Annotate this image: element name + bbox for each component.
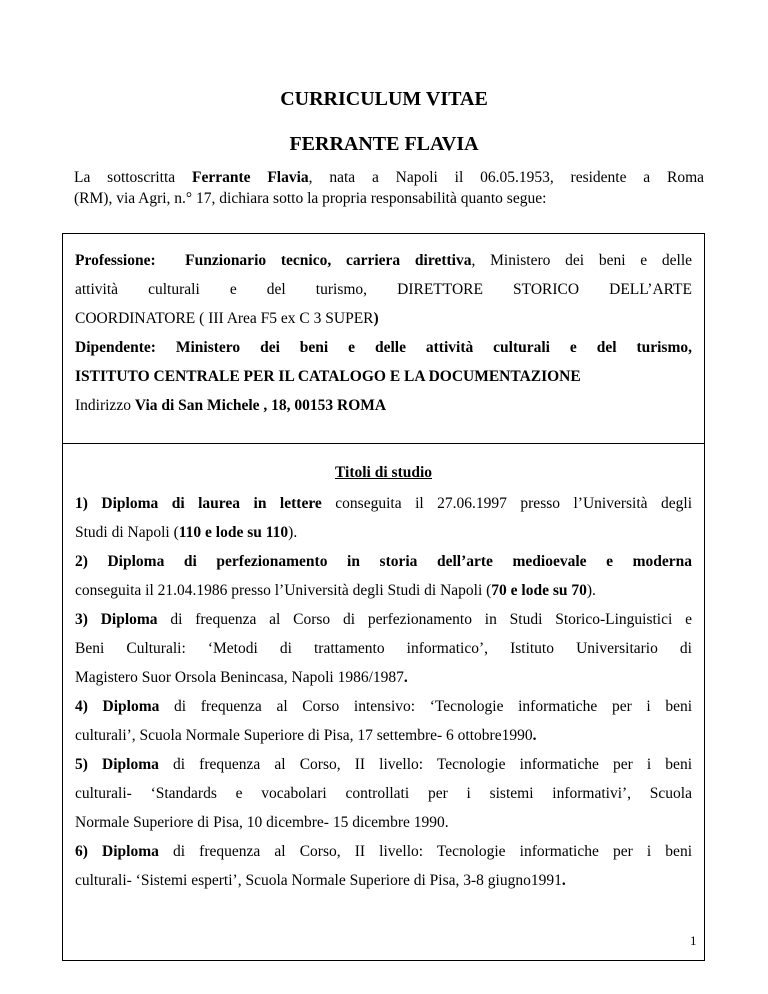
education-item-5-line-1 [75, 750, 692, 779]
education-item-4-lead: 4) Diploma [75, 698, 160, 715]
education-item-2-line-2 [75, 576, 692, 605]
education-item-1-rest: conseguita il 27.06.1997 presso l’Università degli [321, 495, 692, 512]
education-item-1-line-1 [75, 489, 692, 518]
education-item-4-line-1 [75, 692, 692, 721]
education-item-4-rest: di frequenza al Corso intensivo: ‘Tecnologie informatiche per i beni [159, 698, 692, 715]
education-box [62, 443, 705, 961]
page-number: 1 [690, 933, 697, 948]
education-item-6-rest: di frequenza al Corso, II livello: Tecnologie informatiche per i beni [158, 843, 692, 860]
education-item-6-line-1 [75, 837, 692, 866]
profession-role: Funzionario tecnico, carriera direttiva [185, 252, 472, 269]
education-item-2-line-1 [75, 547, 692, 576]
education-item-3-rest: di frequenza al Corso di perfezionamento in Studi Storico-Linguistici e [157, 611, 692, 628]
education-item-4-text: culturali’, Scuola Normale Superiore di Pisa, 17 settembre- 6 ottobre1990 [75, 727, 533, 744]
education-item-5-line-2: culturali- ‘Standards e vocabolari controllati per i sistemi informativi’, Scuola [75, 785, 692, 802]
education-item-1-lead: 1) Diploma di laurea in lettere [75, 495, 322, 512]
education-item-1-end: ). [288, 524, 298, 541]
profession-line-3 [75, 304, 692, 333]
education-item-5-rest: di frequenza al Corso, II livello: Tecnologie informatiche per i beni [158, 756, 692, 773]
education-item-3-line-3 [75, 663, 692, 692]
address-label: Indirizzo [75, 397, 135, 414]
education-item-1-text: Studi di Napoli ( [75, 524, 179, 541]
education-item-5-line-3: Normale Superiore di Pisa, 10 dicembre- 15 dicembre 1990. [75, 814, 449, 831]
education-item-2-lead: 2) Diploma di perfezionamento in storia dell’arte medioevale e moderna [75, 553, 692, 570]
profile-box [62, 233, 705, 444]
education-item-6-text: culturali- ‘Sistemi esperti’, Scuola Normale Superiore di Pisa, 3-8 giugno1991 [75, 872, 562, 889]
person-name: FERRANTE FLAVIA [289, 133, 479, 155]
profession-line-2: attività culturali e del turismo, DIRETTORE STORICO DELL’ARTE [75, 281, 692, 298]
education-item-4-line-2 [75, 721, 692, 750]
education-item-3-text: Magistero Suor Orsola Benincasa, Napoli 1986/1987 [75, 669, 404, 686]
education-item-3-lead: 3) Diploma [75, 611, 158, 628]
education-item-6-lead: 6) Diploma [75, 843, 159, 860]
education-item-3-line-2: Beni Culturali: ‘Metodi di trattamento informatico’, Istituto Universitario di [75, 640, 692, 657]
profession-grade: COORDINATORE ( III Area F5 ex C 3 SUPER [75, 310, 374, 327]
intro-rest: , nata a Napoli il 06.05.1953, residente a Roma [308, 169, 705, 186]
education-item-2-grade: 70 e lode su 70 [491, 582, 587, 599]
education-heading: Titoli di studio [334, 464, 433, 481]
intro-prefix: La sottoscritta [74, 169, 192, 186]
profession-grade-close: ) [373, 310, 379, 327]
education-item-6-end: . [561, 872, 566, 889]
employer-line-1 [75, 333, 692, 362]
profession-label: Professione: [75, 252, 156, 269]
document-title: CURRICULUM VITAE [280, 88, 488, 110]
employer-text: Dipendente: Ministero dei beni e delle attività culturali e del turismo, [75, 339, 692, 356]
profession-rest: , Ministero dei beni e delle [471, 252, 693, 269]
intro-name: Ferrante Flavia [192, 169, 309, 186]
education-item-5-lead: 5) Diploma [75, 756, 159, 773]
education-item-4-end: . [532, 727, 537, 744]
education-item-2-text: conseguita il 21.04.1986 presso l’Università degli Studi di Napoli ( [75, 582, 492, 599]
employer-line-2 [75, 362, 692, 391]
education-item-3-end: . [403, 669, 408, 686]
education-item-6-line-2 [75, 866, 692, 895]
address-value: Via di San Michele , 18, 00153 ROMA [134, 397, 387, 414]
education-item-2-end: ). [586, 582, 596, 599]
education-item-1-grade: 110 e lode su 110 [178, 524, 289, 541]
intro-line-2: (RM), via Agri, n.° 17, dichiara sotto la propria responsabilità quanto segue: [74, 190, 547, 207]
intro-paragraph [74, 167, 704, 209]
employer-institute: ISTITUTO CENTRALE PER IL CATALOGO E LA DOCUMENTAZIONE [75, 368, 581, 385]
intro-line-1 [74, 167, 704, 188]
education-item-3-line-1 [75, 605, 692, 634]
profession-line-1 [75, 246, 692, 275]
address-line [75, 391, 692, 420]
education-item-1-line-2 [75, 518, 692, 547]
